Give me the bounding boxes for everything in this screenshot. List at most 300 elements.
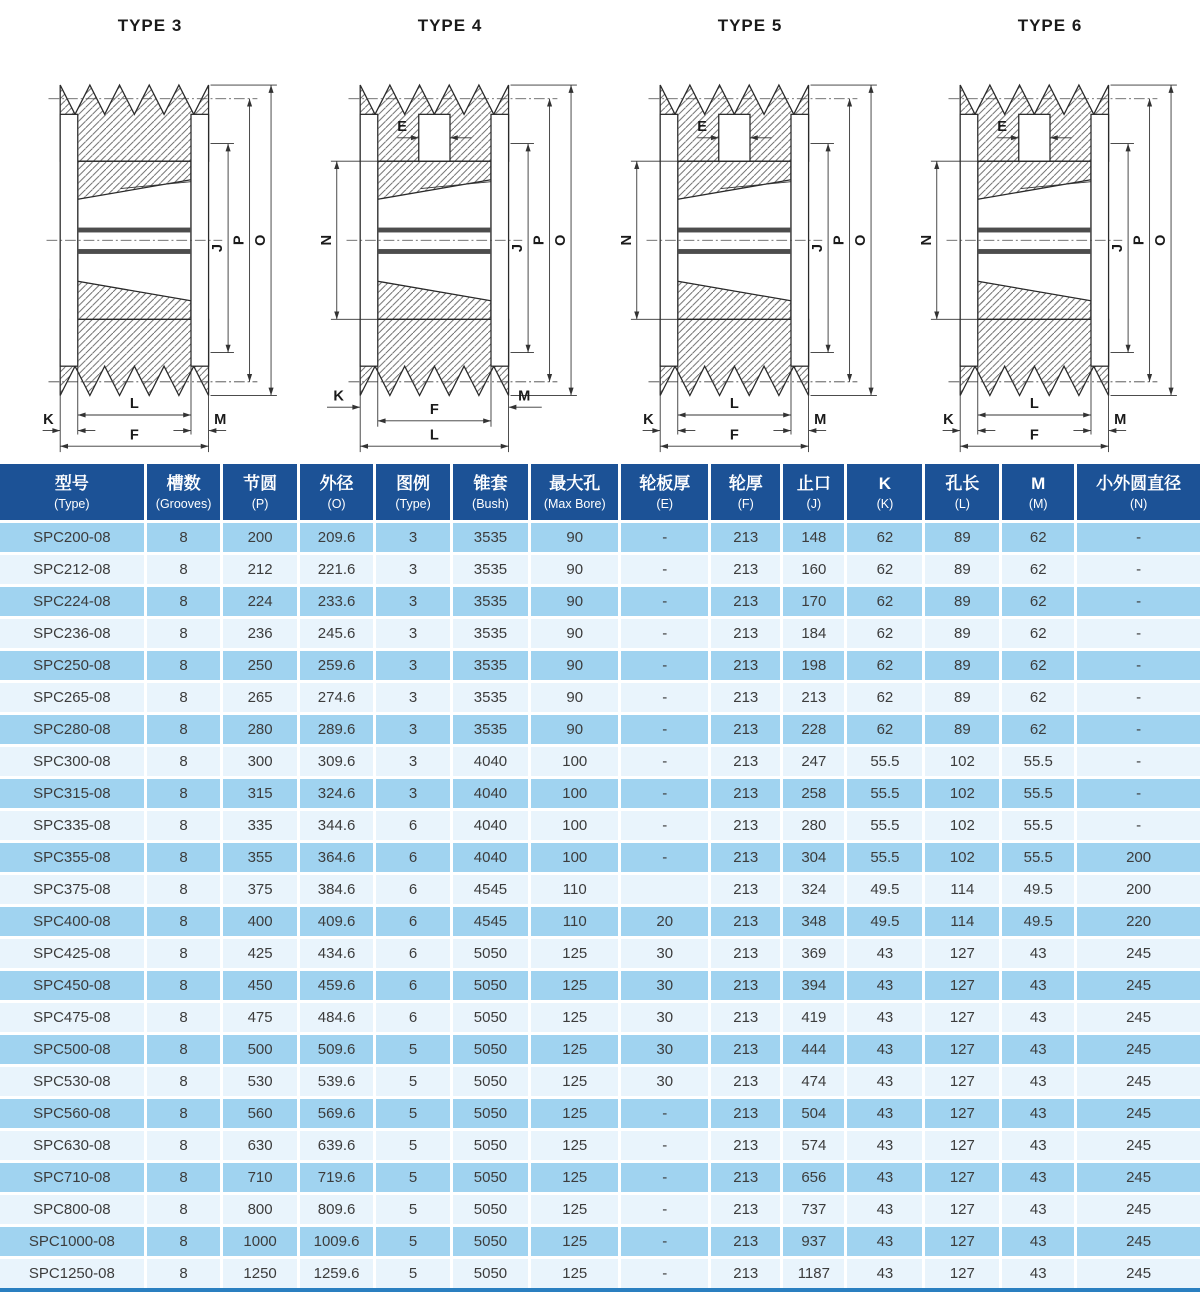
table-cell: 89 [924, 714, 1001, 746]
table-cell: SPC500-08 [0, 1034, 145, 1066]
column-header: K (K) [846, 464, 924, 522]
table-row [0, 906, 1200, 938]
table-cell: - [620, 778, 710, 810]
diagram-section [0, 0, 1200, 464]
table-cell: 224 [222, 586, 298, 618]
table-cell: 630 [222, 1130, 298, 1162]
table-row [0, 1034, 1200, 1066]
table-cell: 5050 [451, 1162, 530, 1194]
table-cell: 1259.6 [298, 1258, 375, 1291]
column-header: 外径 (O) [298, 464, 375, 522]
table-cell: 3535 [451, 650, 530, 682]
table-cell: 127 [924, 1098, 1001, 1130]
svg-text:P: P [531, 235, 548, 246]
table-cell: - [620, 650, 710, 682]
table-cell: 89 [924, 618, 1001, 650]
svg-text:L: L [129, 396, 139, 413]
table-cell: 127 [924, 1130, 1001, 1162]
table-cell: 200 [222, 522, 298, 554]
table-cell: 3 [375, 682, 451, 714]
table-cell: 474 [782, 1066, 846, 1098]
table-cell: 55.5 [846, 746, 924, 778]
table-cell: SPC280-08 [0, 714, 145, 746]
table-cell: 569.6 [298, 1098, 375, 1130]
diagram-title: TYPE 4 [417, 16, 483, 35]
table-cell: 43 [1001, 1258, 1076, 1291]
table-cell: 55.5 [1001, 746, 1076, 778]
table-cell: 5050 [451, 1226, 530, 1258]
table-cell: 213 [710, 810, 782, 842]
table-cell: 315 [222, 778, 298, 810]
svg-text:J: J [810, 244, 827, 253]
table-cell: 213 [710, 1194, 782, 1226]
table-cell: 62 [1001, 714, 1076, 746]
svg-text:M: M [1114, 411, 1127, 428]
table-cell: 110 [530, 874, 620, 906]
svg-text:J: J [210, 244, 227, 253]
table-cell: 62 [846, 554, 924, 586]
table-cell: 364.6 [298, 842, 375, 874]
table-cell: 127 [924, 1226, 1001, 1258]
table-cell: 127 [924, 1034, 1001, 1066]
table-cell: 3535 [451, 682, 530, 714]
table-cell: 43 [1001, 970, 1076, 1002]
table-cell: 6 [375, 810, 451, 842]
table-cell: 475 [222, 1002, 298, 1034]
table-cell: 43 [846, 1226, 924, 1258]
table-cell: 425 [222, 938, 298, 970]
table-cell: - [620, 554, 710, 586]
table-row [0, 1130, 1200, 1162]
table-cell: 5050 [451, 1002, 530, 1034]
table-cell: 6 [375, 874, 451, 906]
svg-text:E: E [697, 118, 708, 135]
table-cell: 8 [145, 1002, 222, 1034]
table-cell: 265 [222, 682, 298, 714]
table-cell: 5050 [451, 1098, 530, 1130]
table-cell: 125 [530, 1226, 620, 1258]
table-cell: 5050 [451, 1258, 530, 1291]
table-cell: SPC315-08 [0, 778, 145, 810]
table-cell: 43 [846, 938, 924, 970]
svg-text:P: P [1131, 235, 1148, 246]
table-cell: 43 [1001, 1226, 1076, 1258]
table-cell: 384.6 [298, 874, 375, 906]
table-cell: - [620, 1258, 710, 1291]
diagram-title: TYPE 5 [717, 16, 783, 35]
table-cell: 444 [782, 1034, 846, 1066]
column-header: 止口 (J) [782, 464, 846, 522]
table-cell: 213 [710, 1034, 782, 1066]
table-cell: - [620, 1098, 710, 1130]
svg-text:E: E [997, 118, 1008, 135]
table-cell: 55.5 [846, 810, 924, 842]
table-cell: 127 [924, 938, 1001, 970]
table-cell: 213 [710, 1002, 782, 1034]
table-cell: SPC450-08 [0, 970, 145, 1002]
table-cell: 100 [530, 842, 620, 874]
table-cell: 289.6 [298, 714, 375, 746]
table-cell: 213 [710, 1258, 782, 1291]
table-row [0, 1162, 1200, 1194]
table-cell: 43 [1001, 1098, 1076, 1130]
table-cell: SPC560-08 [0, 1098, 145, 1130]
svg-text:L: L [429, 427, 439, 444]
table-cell: 5 [375, 1034, 451, 1066]
table-cell: SPC250-08 [0, 650, 145, 682]
table-cell: 280 [782, 810, 846, 842]
table-cell: 213 [710, 714, 782, 746]
column-header: 槽数 (Grooves) [145, 464, 222, 522]
table-cell: 5 [375, 1162, 451, 1194]
table-cell: 43 [846, 1066, 924, 1098]
table-cell: 233.6 [298, 586, 375, 618]
table-cell: 245.6 [298, 618, 375, 650]
table-cell: 3 [375, 778, 451, 810]
table-cell: 5050 [451, 970, 530, 1002]
table-cell: 90 [530, 554, 620, 586]
table-cell: 62 [1001, 650, 1076, 682]
table-cell: 213 [710, 842, 782, 874]
table-cell: 62 [846, 586, 924, 618]
table-cell: 184 [782, 618, 846, 650]
table-cell: 89 [924, 554, 1001, 586]
table-cell: 245 [1076, 1258, 1200, 1291]
table-cell: - [620, 842, 710, 874]
table-cell: - [1076, 810, 1200, 842]
table-row [0, 778, 1200, 810]
table-cell: SPC530-08 [0, 1066, 145, 1098]
table-cell: SPC630-08 [0, 1130, 145, 1162]
table-cell: 8 [145, 810, 222, 842]
table-cell: 5 [375, 1258, 451, 1291]
table-cell: 324.6 [298, 778, 375, 810]
table-cell: 8 [145, 618, 222, 650]
column-header: 最大孔 (Max Bore) [530, 464, 620, 522]
table-cell: 213 [710, 970, 782, 1002]
table-cell: 8 [145, 874, 222, 906]
table-cell: - [1076, 554, 1200, 586]
table-cell: 504 [782, 1098, 846, 1130]
table-cell: 213 [710, 554, 782, 586]
diagram-title: TYPE 6 [1017, 16, 1083, 35]
table-cell: 560 [222, 1098, 298, 1130]
table-cell: 102 [924, 810, 1001, 842]
table-cell: 89 [924, 650, 1001, 682]
table-cell: - [620, 746, 710, 778]
table-cell: 247 [782, 746, 846, 778]
table-cell: 484.6 [298, 1002, 375, 1034]
column-header: 孔长 (L) [924, 464, 1001, 522]
table-cell: 125 [530, 1130, 620, 1162]
table-cell: 43 [846, 1258, 924, 1291]
table-cell: 258 [782, 778, 846, 810]
table-cell: 5 [375, 1098, 451, 1130]
table-cell: 125 [530, 1194, 620, 1226]
svg-text:L: L [729, 396, 739, 413]
table-cell: 102 [924, 746, 1001, 778]
table-cell: - [1076, 650, 1200, 682]
table-cell: 250 [222, 650, 298, 682]
table-cell: 213 [710, 746, 782, 778]
table-cell: SPC200-08 [0, 522, 145, 554]
table-cell: 43 [1001, 938, 1076, 970]
table-cell: 5050 [451, 1194, 530, 1226]
table-cell: 148 [782, 522, 846, 554]
table-cell: 639.6 [298, 1130, 375, 1162]
table-cell: 530 [222, 1066, 298, 1098]
table-cell: 3 [375, 522, 451, 554]
table-cell: 43 [846, 1098, 924, 1130]
table-cell: 125 [530, 938, 620, 970]
table-cell: 213 [710, 618, 782, 650]
table-cell: - [1076, 714, 1200, 746]
column-header: M (M) [1001, 464, 1076, 522]
table-row [0, 1066, 1200, 1098]
table-cell: 100 [530, 746, 620, 778]
table-cell: 4040 [451, 842, 530, 874]
table-cell: 6 [375, 906, 451, 938]
table-cell: 43 [1001, 1162, 1076, 1194]
table-cell: 375 [222, 874, 298, 906]
svg-text:N: N [618, 234, 635, 246]
table-cell: 220 [1076, 906, 1200, 938]
table-cell: 43 [1001, 1194, 1076, 1226]
table-cell: 62 [846, 714, 924, 746]
table-cell: 450 [222, 970, 298, 1002]
table-cell: 259.6 [298, 650, 375, 682]
table-cell: 20 [620, 906, 710, 938]
table-cell: 8 [145, 1098, 222, 1130]
table-cell: 419 [782, 1002, 846, 1034]
table-cell: - [620, 1162, 710, 1194]
table-cell: 8 [145, 842, 222, 874]
table-cell: 3 [375, 618, 451, 650]
table-cell: 6 [375, 842, 451, 874]
table-cell: - [620, 1194, 710, 1226]
table-cell: 394 [782, 970, 846, 1002]
svg-text:E: E [397, 118, 408, 135]
table-cell: 710 [222, 1162, 298, 1194]
table-cell: 8 [145, 714, 222, 746]
table-row [0, 970, 1200, 1002]
table-cell: 459.6 [298, 970, 375, 1002]
table-cell: 539.6 [298, 1066, 375, 1098]
table-cell: SPC212-08 [0, 554, 145, 586]
table-row [0, 874, 1200, 906]
table-cell: 500 [222, 1034, 298, 1066]
table-cell: 8 [145, 970, 222, 1002]
table-cell: 335 [222, 810, 298, 842]
table-cell: 280 [222, 714, 298, 746]
table-cell: 5050 [451, 1034, 530, 1066]
table-cell: - [620, 618, 710, 650]
svg-text:M: M [214, 411, 227, 428]
svg-text:O: O [1153, 234, 1170, 246]
pulley-drawing-type3 [0, 46, 300, 456]
table-cell: 1250 [222, 1258, 298, 1291]
table-cell: 30 [620, 1066, 710, 1098]
table-cell: 55.5 [1001, 810, 1076, 842]
column-header: 图例 (Type) [375, 464, 451, 522]
svg-text:P: P [831, 235, 848, 246]
table-cell: 656 [782, 1162, 846, 1194]
table-cell: 55.5 [1001, 842, 1076, 874]
table-row [0, 810, 1200, 842]
svg-text:K: K [943, 411, 954, 428]
table-cell: 212 [222, 554, 298, 586]
table-cell: 30 [620, 938, 710, 970]
table-cell: 49.5 [1001, 874, 1076, 906]
spec-table [0, 464, 1200, 1292]
table-row [0, 618, 1200, 650]
table-cell: 245 [1076, 1162, 1200, 1194]
table-cell: SPC224-08 [0, 586, 145, 618]
table-cell: - [620, 1226, 710, 1258]
column-header: 小外圆直径 (N) [1076, 464, 1200, 522]
table-cell: 125 [530, 1002, 620, 1034]
svg-text:F: F [729, 427, 739, 444]
table-cell: 5050 [451, 1130, 530, 1162]
svg-text:F: F [1029, 427, 1039, 444]
table-cell: 245 [1076, 1226, 1200, 1258]
table-cell: - [620, 682, 710, 714]
pulley-diagram-type4 [300, 0, 600, 464]
table-cell: 221.6 [298, 554, 375, 586]
table-cell: - [620, 586, 710, 618]
table-cell: SPC265-08 [0, 682, 145, 714]
table-cell: 1187 [782, 1258, 846, 1291]
table-cell: 43 [846, 1002, 924, 1034]
pulley-drawing-type4 [300, 46, 600, 456]
svg-text:K: K [43, 411, 54, 428]
svg-text:F: F [429, 402, 439, 419]
table-cell: 43 [846, 1162, 924, 1194]
table-cell: 3 [375, 714, 451, 746]
table-cell: 4040 [451, 810, 530, 842]
pulley-diagram-type5 [600, 0, 900, 464]
table-cell: 198 [782, 650, 846, 682]
table-row [0, 522, 1200, 554]
table-cell: 574 [782, 1130, 846, 1162]
table-cell: 90 [530, 618, 620, 650]
table-cell: SPC475-08 [0, 1002, 145, 1034]
diagram-title: TYPE 3 [117, 16, 183, 35]
table-cell: 5050 [451, 938, 530, 970]
table-cell: 245 [1076, 970, 1200, 1002]
table-cell: 200 [1076, 842, 1200, 874]
table-row [0, 554, 1200, 586]
column-header: 型号 (Type) [0, 464, 145, 522]
table-cell: 8 [145, 1162, 222, 1194]
svg-text:J: J [510, 244, 527, 253]
column-header: 轮厚 (F) [710, 464, 782, 522]
table-cell: 4040 [451, 778, 530, 810]
table-cell: 236 [222, 618, 298, 650]
table-cell: 274.6 [298, 682, 375, 714]
pulley-drawing-type6 [900, 46, 1200, 456]
table-cell: 3535 [451, 586, 530, 618]
table-cell: 228 [782, 714, 846, 746]
svg-text:O: O [853, 234, 870, 246]
table-cell: 127 [924, 1258, 1001, 1291]
table-cell: SPC375-08 [0, 874, 145, 906]
table-row [0, 842, 1200, 874]
table-row [0, 1226, 1200, 1258]
table-cell: - [1076, 778, 1200, 810]
table-cell: 209.6 [298, 522, 375, 554]
table-cell: 43 [1001, 1034, 1076, 1066]
table-cell: 3 [375, 586, 451, 618]
table-cell: - [620, 522, 710, 554]
table-cell: 62 [1001, 522, 1076, 554]
table-cell: 62 [1001, 554, 1076, 586]
table-cell: 213 [710, 874, 782, 906]
table-cell: 937 [782, 1226, 846, 1258]
column-header: 锥套 (Bush) [451, 464, 530, 522]
table-cell: 4545 [451, 906, 530, 938]
table-cell: 213 [710, 682, 782, 714]
table-cell: 55.5 [1001, 778, 1076, 810]
table-cell: 809.6 [298, 1194, 375, 1226]
table-cell: 5 [375, 1226, 451, 1258]
table-cell: 300 [222, 746, 298, 778]
table-row [0, 938, 1200, 970]
table-cell: 213 [710, 1162, 782, 1194]
table-row [0, 682, 1200, 714]
table-cell: 8 [145, 906, 222, 938]
svg-text:N: N [918, 234, 935, 246]
table-cell: 43 [1001, 1002, 1076, 1034]
table-row [0, 1194, 1200, 1226]
table-cell: 8 [145, 522, 222, 554]
table-cell: 3535 [451, 714, 530, 746]
table-cell: 800 [222, 1194, 298, 1226]
table-cell: 8 [145, 1226, 222, 1258]
table-cell: 125 [530, 970, 620, 1002]
table-cell: SPC1250-08 [0, 1258, 145, 1291]
table-cell: 114 [924, 906, 1001, 938]
table-cell: 409.6 [298, 906, 375, 938]
table-cell: 5 [375, 1066, 451, 1098]
table-cell: 125 [530, 1034, 620, 1066]
table-cell: 102 [924, 842, 1001, 874]
table-cell: - [1076, 522, 1200, 554]
table-cell: 3535 [451, 522, 530, 554]
svg-text:K: K [333, 388, 344, 405]
table-cell: 89 [924, 586, 1001, 618]
table-cell: 125 [530, 1162, 620, 1194]
table-cell: 6 [375, 938, 451, 970]
table-cell: 62 [1001, 586, 1076, 618]
svg-text:M: M [814, 411, 827, 428]
table-cell: 62 [846, 650, 924, 682]
table-cell: 8 [145, 1066, 222, 1098]
table-cell: 90 [530, 682, 620, 714]
table-cell: 737 [782, 1194, 846, 1226]
table-cell: 355 [222, 842, 298, 874]
table-cell: 245 [1076, 1194, 1200, 1226]
table-cell: 245 [1076, 938, 1200, 970]
table-cell: 8 [145, 586, 222, 618]
table-cell: 62 [846, 522, 924, 554]
table-cell: 1009.6 [298, 1226, 375, 1258]
table-cell: 245 [1076, 1130, 1200, 1162]
svg-text:P: P [231, 235, 248, 246]
table-cell: 127 [924, 970, 1001, 1002]
table-cell: 127 [924, 1066, 1001, 1098]
table-cell: 8 [145, 746, 222, 778]
